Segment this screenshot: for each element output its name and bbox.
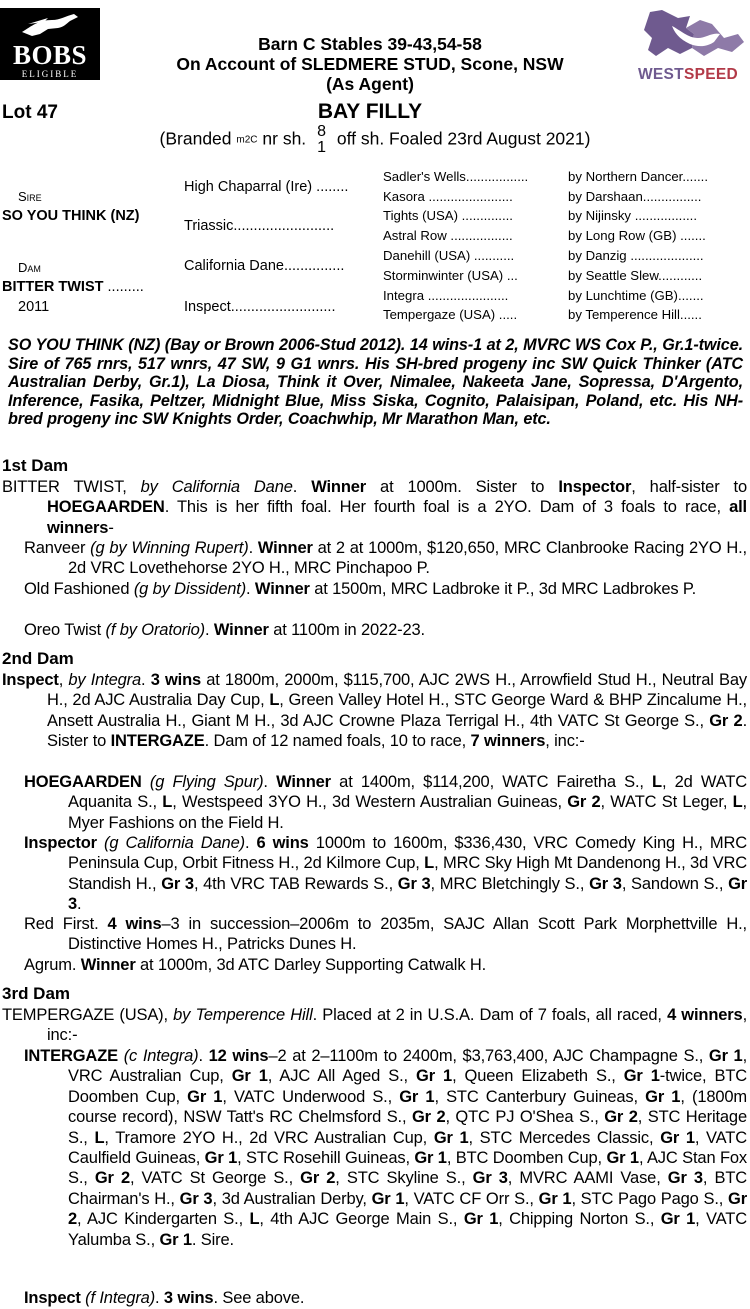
progeny-item: HOEGAARDEN (g Flying Spur). Winner at 1400m, $114,200, WATC Fairetha S., L, 2d WATC Aquanita S., L, Westspeed 3YO H., 3d Western Australian Guineas, Gr 2, WATC St Leger, L, Myer Fashions on the Field H.	[24, 773, 748, 832]
eligible-logo-text: ELIGIBLE	[21, 69, 79, 79]
sire-biography: SO YOU THINK (NZ) (Bay or Brown 2006-Stud 2012). 14 wins-1 at 2, MVRC WS Cox P., Gr.1-twice. Sire of 765 rnrs, 517 wnrs, 47 SW, 9 G1 wnrs. His SH-bred progeny inc SW Quick Thinker (ATC Australian Derby, Gr.1), La Diosa, Think it Over, Nimalee, Nakeeta Jane, Sopressa, D'Argento, Inference, Fasika, Peltzer, Midnight Blue, Miss Siska, Cognito, Palaisipan, Poland, etc. His NH-bred progeny inc SW Knights Order, Coachwhip, Mr Marathon Man, etc.	[8, 336, 743, 428]
progeny-item: Old Fashioned (g by Dissident). Winner at 1500m, MRC Ladbroke it P., 3d MRC Ladbrokes P.	[24, 580, 697, 598]
westspeed-logo-text: WESTSPEED	[637, 66, 739, 83]
pedigree-g2: California Dane...............	[184, 258, 345, 274]
pedigree-g4: by Seattle Slew............	[568, 268, 703, 283]
agent-line: (As Agent)	[326, 74, 414, 94]
third-dam-para: TEMPERGAZE (USA), by Temperence Hill. Placed at 2 in U.S.A. Dam of 7 foals, all raced, 4 winners, inc:-	[2, 1006, 748, 1045]
progeny-item: Agrum. Winner at 1000m, 3d ATC Darley Supporting Catwalk H.	[24, 956, 487, 974]
pedigree-g2: High Chaparral (Ire) ........	[184, 179, 349, 195]
sire-name: SO YOU THINK (NZ)	[2, 208, 140, 224]
pedigree-g4: by Nijinsky .................	[568, 208, 697, 223]
progeny-item: Ranveer (g by Winning Rupert). Winner at 2 at 1000m, $120,650, MRC Clanbrooke Racing 2YO H., 2d VRC Lovethehorse 2YO H., MRC Pinchapoo P.	[24, 539, 747, 578]
pedigree-g4: by Temperence Hill......	[568, 307, 702, 322]
pedigree-g4: by Northern Dancer.......	[568, 169, 709, 184]
lot-number: Lot 47	[2, 102, 58, 123]
second-dam-para: Inspect, by Integra. 3 wins at 1800m, 2000m, $115,700, AJC 2WS H., Arrowfield Stud H., Neutral Bay H., 2d AJC Australia Day Cup, L, Green Valley Hotel H., STC George Ward & BHP Zincalume H., Ansett Australia H., Giant M H., 3d AJC Crowne Plaza Terrigal H., 4th VATC St George S., Gr 2. Sister to INTERGAZE. Dam of 12 named foals, 10 to race, 7 winners, inc:-	[2, 671, 747, 751]
pedigree-g4: by Danzig ....................	[568, 248, 704, 263]
pedigree-g3: Danehill (USA) ...........	[383, 248, 515, 263]
pedigree-g3: Tempergaze (USA) .....	[383, 307, 518, 322]
second-dam-heading: 2nd Dam	[2, 649, 74, 668]
dam-year: 2011	[18, 299, 50, 315]
progeny-item: Red First. 4 wins–3 in succession–2006m to 2035m, SAJC Allan Scott Park Morphettville H., Distinctive Homes H., Patricks Dunes H.	[24, 915, 747, 954]
pedigree-g2: Triassic.........................	[184, 218, 335, 234]
horse-icon	[18, 12, 82, 38]
progeny-item: Oreo Twist (f by Oratorio). Winner at 1100m in 2022-23.	[24, 621, 425, 639]
pedigree-g2: Inspect..........................	[184, 299, 336, 315]
sire-label: Sire	[18, 189, 42, 204]
bobs-eligible-logo	[0, 8, 100, 80]
pedigree-g4: by Long Row (GB) .......	[568, 228, 706, 243]
first-dam-heading: 1st Dam	[2, 456, 69, 475]
dam-name: BITTER TWIST .........	[2, 279, 144, 295]
brand-mark: m2C	[236, 134, 258, 146]
lot-title: BAY FILLY	[317, 100, 423, 123]
first-dam-para: BITTER TWIST, by California Dane. Winner at 1000m. Sister to Inspector, half-sister to HOEGAARDEN. This is her fifth foal. Her fourth foal is a 2YO. Dam of 3 foals to race, all winners-	[2, 478, 747, 537]
dam-label: Dam	[18, 260, 41, 275]
westspeed-logo	[628, 8, 748, 88]
brand-line: (Branded m2C nr sh. 8 1 off sh. Foaled 23rd August 2021)	[159, 123, 591, 156]
pedigree-g3: Integra ......................	[383, 288, 509, 303]
brand-fraction-top: 8	[317, 123, 326, 140]
horse-silhouette-icon	[628, 8, 748, 66]
pedigree-g3: Storminwinter (USA) ...	[383, 268, 518, 283]
vendor-line: On Account of SLEDMERE STUD, Scone, NSW	[176, 54, 564, 74]
pedigree-g4: by Darshaan................	[568, 189, 702, 204]
third-dam-heading: 3rd Dam	[2, 984, 71, 1003]
pedigree-g3: Tights (USA) ..............	[383, 208, 513, 223]
progeny-item: Inspect (f Integra). 3 wins. See above.	[24, 1289, 305, 1307]
pedigree-g3: Astral Row .................	[383, 228, 513, 243]
pedigree-g3: Kasora .......................	[383, 189, 513, 204]
pedigree-g3: Sadler's Wells.................	[383, 169, 529, 184]
barn-location: Barn C Stables 39-43,54-58	[258, 34, 482, 54]
pedigree-g4: by Lunchtime (GB).......	[568, 288, 704, 303]
brand-fraction-bottom: 1	[317, 139, 326, 156]
progeny-item: INTERGAZE (c Integra). 12 wins–2 at 2–1100m to 2400m, $3,763,400, AJC Champagne S., Gr 1, VRC Australian Cup, Gr 1, AJC All Aged S., Gr 1, Queen Elizabeth S., Gr 1-twice, BTC Doomben Cup, Gr 1, VATC Underwood S., Gr 1, STC Canterbury Guineas, Gr 1, (1800m course record), NSW Tatt's RC Chelmsford S., Gr 2, QTC PJ O'Shea S., Gr 2, STC Heritage S., L, Tramore 2YO H., 2d VRC Australian Cup, Gr 1, STC Mercedes Classic, Gr 1, VATC Caulfield Guineas, Gr 1, STC Rosehill Guineas, Gr 1, BTC Doomben Cup, Gr 1, AJC Stan Fox S., Gr 2, VATC St George S., Gr 2, STC Skyline S., Gr 3, MVRC AAMI Vase, Gr 3, BTC Chairman's H., Gr 3, 3d Australian Derby, Gr 1, VATC CF Orr S., Gr 1, STC Pago Pago S., Gr 2, AJC Kindergarten S., L, 4th AJC George Main S., Gr 1, Chipping Norton S., Gr 1, VATC Yalumba S., Gr 1. Sire.	[24, 1047, 748, 1249]
bobs-logo-text: BOBS	[12, 40, 88, 70]
progeny-item: Inspector (g California Dane). 6 wins 1000m to 1600m, $336,430, VRC Comedy King H., MRC Peninsula Cup, Orbit Fitness H., 2d Kilmore Cup, L, MRC Sky High Mt Dandenong H., 3d VRC Standish H., Gr 3, 4th VRC TAB Rewards S., Gr 3, MRC Bletchingly S., Gr 3, Sandown S., Gr 3.	[24, 834, 748, 914]
